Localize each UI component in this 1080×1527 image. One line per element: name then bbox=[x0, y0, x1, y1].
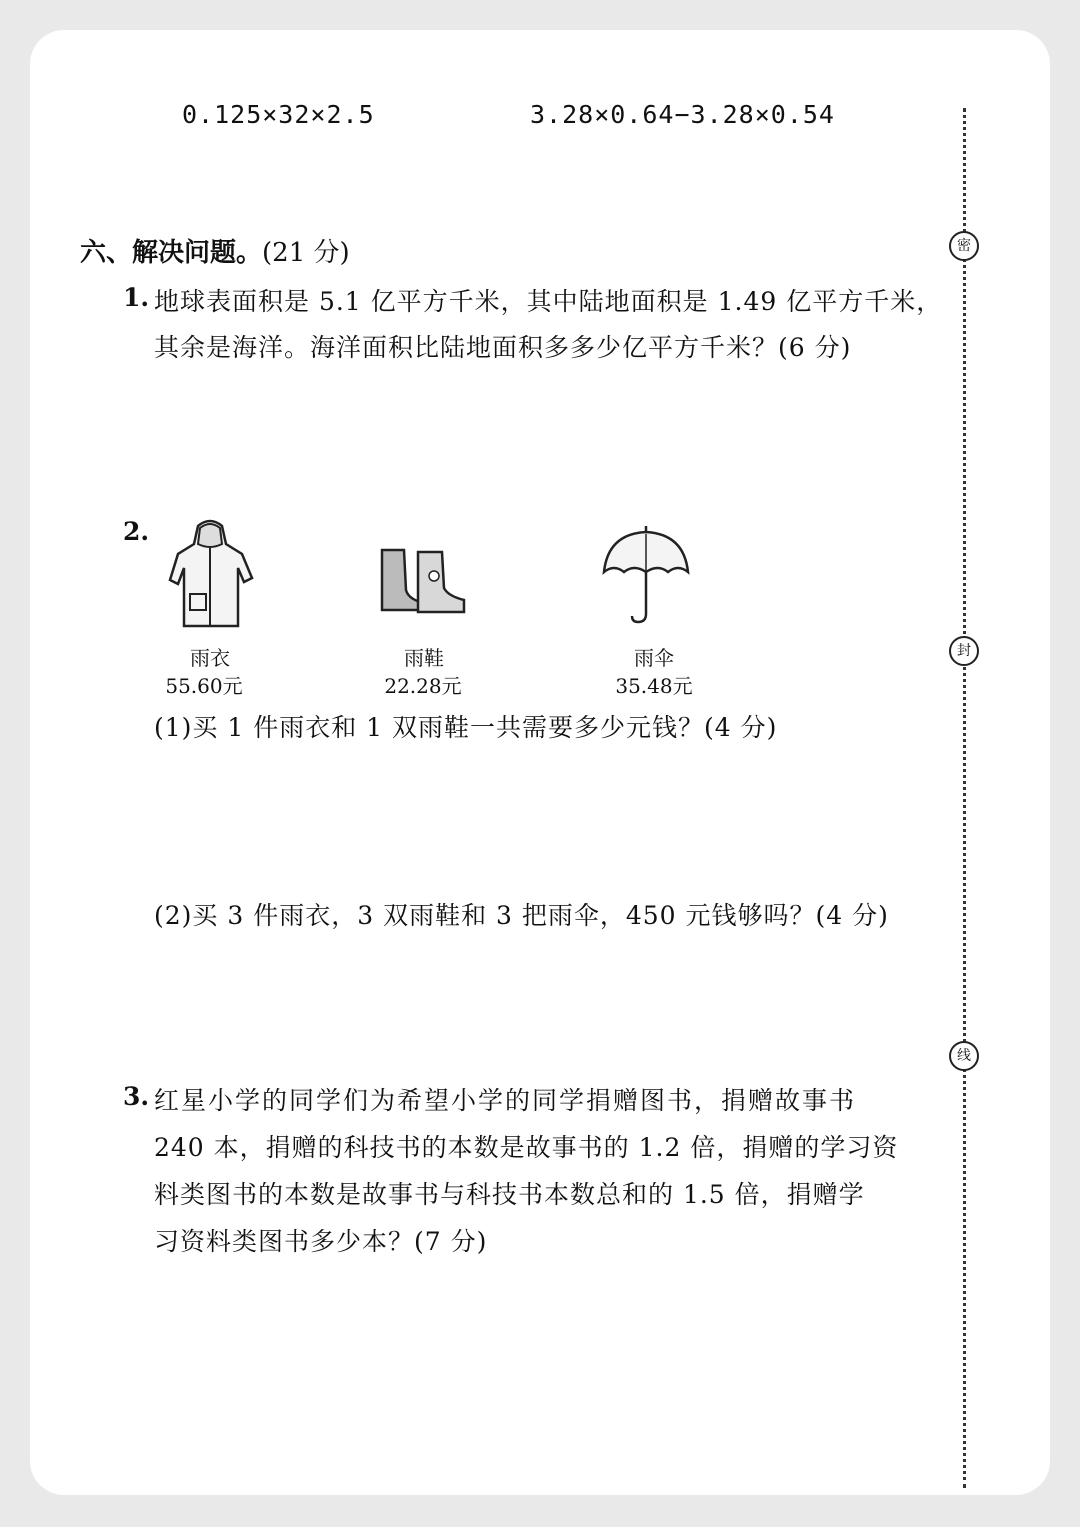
question-2-number: 2. bbox=[123, 517, 150, 546]
question-1-line-1: 地球表面积是 5.1 亿平方千米，其中陆地面积是 1.49 亿平方千米， bbox=[154, 287, 943, 316]
umbrella-price: 35.48元 bbox=[615, 674, 693, 698]
question-2-sub-1: (1)买 1 件雨衣和 1 双雨鞋一共需要多少元钱？(4 分) bbox=[154, 713, 778, 742]
question-1-number: 1. bbox=[123, 283, 150, 312]
calc-expression-2: 3.28×0.64−3.28×0.54 bbox=[530, 100, 835, 129]
binding-mark-3: 线 bbox=[949, 1041, 979, 1071]
binding-mark-2: 封 bbox=[949, 636, 979, 666]
section-title bbox=[80, 232, 350, 269]
section-points: (21 分) bbox=[262, 238, 350, 268]
binding-mark-1: 密 bbox=[949, 231, 979, 261]
calc-expression-1: 0.125×32×2.5 bbox=[182, 100, 375, 129]
raincoat-label: 雨衣 bbox=[190, 646, 230, 670]
question-3-line-1: 红星小学的同学们为希望小学的同学捐赠图书，捐赠故事书 bbox=[154, 1086, 857, 1115]
umbrella-label: 雨伞 bbox=[634, 646, 674, 670]
question-3-number: 3. bbox=[123, 1082, 150, 1111]
raincoat-icon bbox=[168, 518, 253, 630]
question-2-sub-2: (2)买 3 件雨衣，3 双雨鞋和 3 把雨伞，450 元钱够吗？(4 分) bbox=[154, 901, 889, 930]
rain-boots-icon bbox=[378, 546, 468, 616]
exam-page bbox=[30, 30, 1050, 1495]
binding-dotted-line bbox=[963, 108, 966, 1488]
umbrella-icon bbox=[602, 526, 690, 626]
question-1-line-2: 其余是海洋。海洋面积比陆地面积多多少亿平方千米？(6 分) bbox=[154, 333, 852, 362]
rain-boots-price: 22.28元 bbox=[384, 674, 462, 698]
raincoat-price: 55.60元 bbox=[165, 674, 243, 698]
section-title-text: 六、解决问题。 bbox=[80, 238, 263, 268]
question-3-line-4: 习资料类图书多少本？(7 分) bbox=[154, 1227, 488, 1256]
question-3-line-2: 240 本，捐赠的科技书的本数是故事书的 1.2 倍，捐赠的学习资 bbox=[154, 1133, 899, 1162]
question-3-line-3: 料类图书的本数是故事书与科技书本数总和的 1.5 倍，捐赠学 bbox=[154, 1180, 865, 1209]
rain-boots-label: 雨鞋 bbox=[404, 646, 444, 670]
